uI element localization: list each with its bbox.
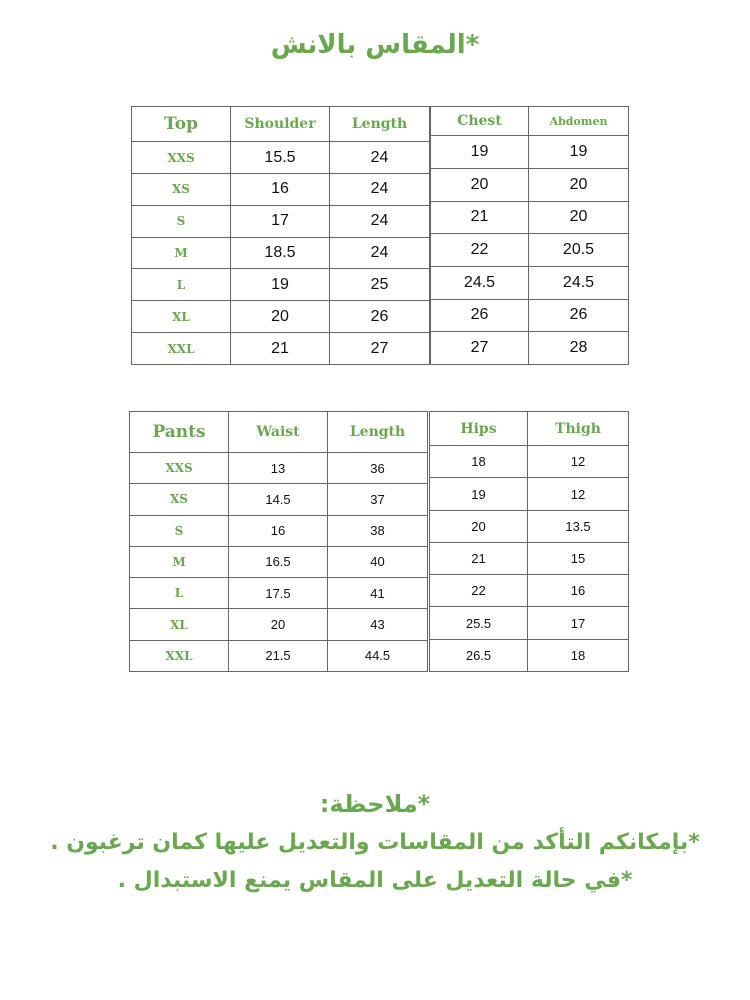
measurement-cell: 44.5: [328, 640, 428, 671]
column-header: Shoulder: [231, 107, 330, 142]
table-row: [431, 332, 629, 365]
column-header: Chest: [431, 107, 529, 136]
size-label: S: [130, 515, 229, 546]
measurement-cell: 26: [529, 299, 629, 332]
table-row: [130, 609, 428, 640]
measurement-cell: 13.5: [528, 510, 629, 542]
table-row: [132, 333, 430, 365]
table-row: [132, 205, 430, 237]
note-line-1: *بإمكانكم التأكد من المقاسات والتعديل عليها كمان ترغبون .: [50, 830, 700, 855]
measurement-cell: 21.5: [229, 640, 328, 671]
note-line-2: *في حالة التعديل على المقاس يمنع الاستبدال .: [117, 868, 633, 893]
table-row: [430, 510, 629, 542]
column-header: Hips: [430, 412, 528, 446]
top-size-table-left: [131, 106, 430, 365]
size-label: M: [132, 237, 231, 269]
table-row: [130, 515, 428, 546]
measurement-cell: 25.5: [430, 607, 528, 639]
measurement-cell: 18: [430, 446, 528, 478]
table-row: [430, 478, 629, 510]
measurement-cell: 12: [528, 446, 629, 478]
measurement-cell: 26.5: [430, 639, 528, 671]
measurement-cell: 17: [231, 205, 330, 237]
column-header: Waist: [229, 412, 328, 453]
table-row: [132, 237, 430, 269]
pants-size-table-left: [129, 411, 428, 672]
size-label: L: [130, 578, 229, 609]
measurement-cell: 20: [529, 168, 629, 201]
measurement-cell: 43: [328, 609, 428, 640]
table-row: [430, 575, 629, 607]
table-row: [132, 301, 430, 333]
size-label: XXS: [132, 142, 231, 174]
size-label: S: [132, 205, 231, 237]
measurement-cell: 38: [328, 515, 428, 546]
measurement-cell: 24.5: [529, 266, 629, 299]
table-row: [431, 266, 629, 299]
measurement-cell: 21: [430, 542, 528, 574]
size-label: XL: [132, 301, 231, 333]
table-row: [130, 453, 428, 484]
measurement-cell: 37: [328, 484, 428, 515]
size-label: M: [130, 546, 229, 577]
measurement-cell: 36: [328, 453, 428, 484]
measurement-cell: 20: [529, 201, 629, 234]
measurement-cell: 20: [229, 609, 328, 640]
top-size-table-right: [430, 106, 629, 365]
measurement-cell: 12: [528, 478, 629, 510]
size-label: XXS: [130, 453, 229, 484]
column-header: Length: [330, 107, 430, 142]
column-header: Abdomen: [529, 107, 629, 136]
table-row: [431, 136, 629, 169]
size-label: XL: [130, 609, 229, 640]
measurement-cell: 24: [330, 142, 430, 174]
measurement-cell: 27: [431, 332, 529, 365]
measurement-cell: 16: [229, 515, 328, 546]
size-label: XXL: [130, 640, 229, 671]
measurement-cell: 14.5: [229, 484, 328, 515]
size-label: XS: [132, 174, 231, 206]
measurement-cell: 17.5: [229, 578, 328, 609]
measurement-cell: 16: [231, 174, 330, 206]
measurement-cell: 22: [431, 234, 529, 267]
measurement-cell: 19: [430, 478, 528, 510]
table-row: [130, 578, 428, 609]
measurement-cell: 24: [330, 205, 430, 237]
measurement-cell: 19: [231, 269, 330, 301]
measurement-cell: 21: [431, 201, 529, 234]
measurement-cell: 15.5: [231, 142, 330, 174]
size-label: XS: [130, 484, 229, 515]
measurement-cell: 25: [330, 269, 430, 301]
measurement-cell: 24: [330, 174, 430, 206]
measurement-cell: 22: [430, 575, 528, 607]
measurement-cell: 20.5: [529, 234, 629, 267]
table-row: [130, 546, 428, 577]
table-row: [431, 201, 629, 234]
measurement-cell: 28: [529, 332, 629, 365]
table-row: [130, 640, 428, 671]
measurement-cell: 16.5: [229, 546, 328, 577]
measurement-cell: 24: [330, 237, 430, 269]
page-title: *المقاس بالانش: [270, 30, 480, 60]
table-header-row: [430, 412, 629, 446]
measurement-cell: 26: [431, 299, 529, 332]
measurement-cell: 15: [528, 542, 629, 574]
measurement-cell: 17: [528, 607, 629, 639]
column-header: Length: [328, 412, 428, 453]
table-header-row: [431, 107, 629, 136]
table-row: [430, 446, 629, 478]
measurement-cell: 13: [229, 453, 328, 484]
measurement-cell: 20: [431, 168, 529, 201]
measurement-cell: 24.5: [431, 266, 529, 299]
measurement-cell: 18: [528, 639, 629, 671]
measurement-cell: 20: [231, 301, 330, 333]
table-row: [431, 168, 629, 201]
measurement-cell: 27: [330, 333, 430, 365]
table-row: [430, 639, 629, 671]
table-row: [431, 234, 629, 267]
measurement-cell: 19: [529, 136, 629, 169]
column-header: Top: [132, 107, 231, 142]
column-header: Thigh: [528, 412, 629, 446]
size-label: XXL: [132, 333, 231, 365]
size-label: L: [132, 269, 231, 301]
measurement-cell: 40: [328, 546, 428, 577]
table-row: [430, 542, 629, 574]
measurement-cell: 21: [231, 333, 330, 365]
pants-size-table-right: [429, 411, 629, 672]
table-row: [132, 174, 430, 206]
measurement-cell: 18.5: [231, 237, 330, 269]
table-row: [431, 299, 629, 332]
measurement-cell: 20: [430, 510, 528, 542]
measurement-cell: 41: [328, 578, 428, 609]
table-header-row: [130, 412, 428, 453]
table-header-row: [132, 107, 430, 142]
table-row: [130, 484, 428, 515]
column-header: Pants: [130, 412, 229, 453]
table-row: [132, 142, 430, 174]
measurement-cell: 19: [431, 136, 529, 169]
table-row: [132, 269, 430, 301]
measurement-cell: 16: [528, 575, 629, 607]
table-row: [430, 607, 629, 639]
note-heading: *ملاحظة:: [319, 790, 431, 818]
measurement-cell: 26: [330, 301, 430, 333]
